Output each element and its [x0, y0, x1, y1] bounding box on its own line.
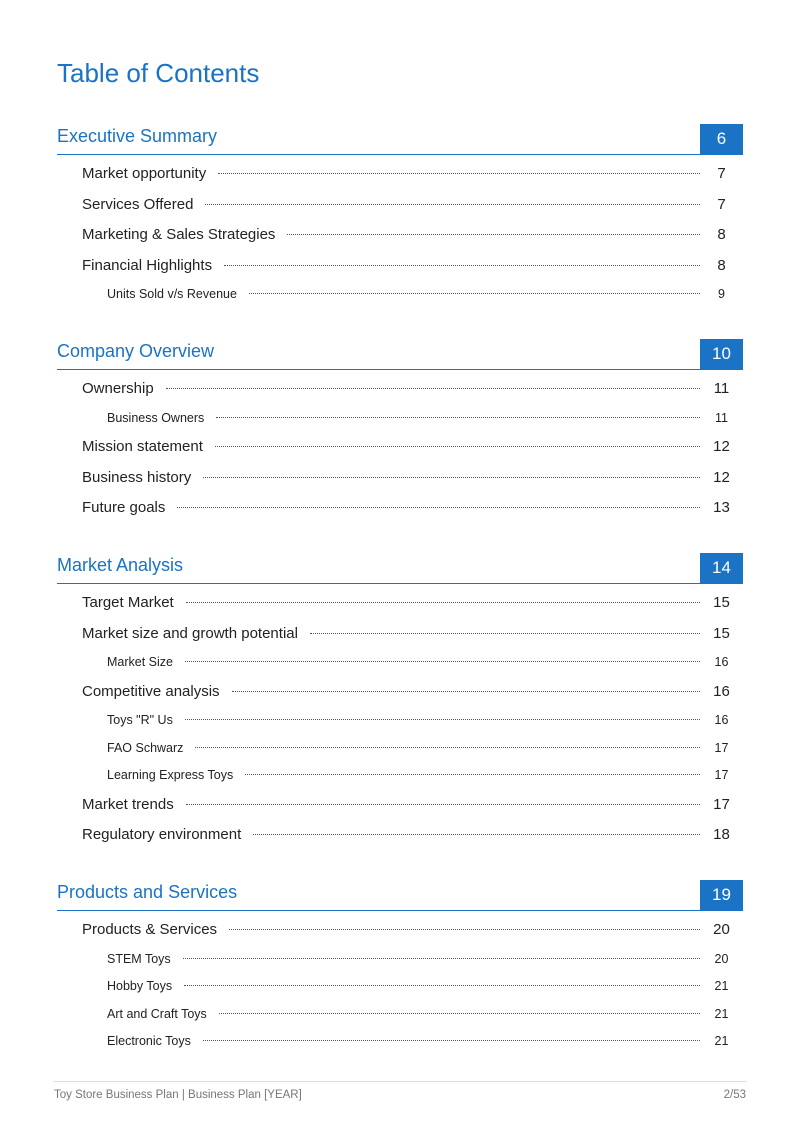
- entry-label: Electronic Toys: [107, 1034, 191, 1049]
- entry-page-number: 8: [717, 226, 726, 244]
- entry-page-number: 20: [713, 921, 730, 938]
- entry-label: Ownership: [82, 380, 154, 397]
- entry-label: FAO Schwarz: [107, 740, 184, 755]
- entry-page-number: 8: [717, 256, 726, 274]
- toc-entry[interactable]: [57, 196, 743, 227]
- entry-label: Market size and growth potential: [82, 624, 298, 642]
- toc-subentry[interactable]: [57, 1034, 743, 1062]
- entry-page-number: 20: [714, 951, 729, 966]
- entry-page-number: 21: [714, 1006, 729, 1021]
- entry-page-number: 21: [714, 1034, 729, 1049]
- entry-label: Products & Services: [82, 921, 218, 938]
- toc-entry[interactable]: [57, 257, 743, 288]
- section-heading[interactable]: [57, 339, 743, 370]
- entry-label: Units Sold v/s Revenue: [107, 287, 237, 302]
- toc-entry[interactable]: [57, 499, 743, 530]
- section-page-badge: 6: [700, 124, 743, 154]
- toc-entry[interactable]: [57, 683, 743, 714]
- entry-page-number: 16: [714, 655, 729, 670]
- entry-label: Marketing & Sales Strategies: [82, 226, 276, 244]
- dot-leader: [215, 446, 700, 447]
- entry-label: Regulatory environment: [82, 826, 242, 844]
- entry-page-number: 13: [713, 499, 730, 517]
- toc-subentry[interactable]: [57, 655, 743, 683]
- footer-document-title: Toy Store Business Plan | Business Plan [YEAR]: [54, 1089, 302, 1101]
- entry-label: Future goals: [82, 499, 166, 517]
- entry-label: Target Market: [82, 594, 174, 611]
- toc-section: [57, 124, 743, 315]
- entry-label: Market Size: [107, 655, 173, 670]
- dot-leader: [224, 265, 700, 266]
- toc-subentry[interactable]: [57, 713, 743, 741]
- entry-label: STEM Toys: [107, 951, 171, 966]
- dot-leader: [245, 774, 700, 775]
- toc-entry[interactable]: [57, 921, 743, 952]
- toc-entry[interactable]: [57, 226, 743, 257]
- dot-leader: [219, 1013, 700, 1014]
- toc-entry[interactable]: [57, 380, 743, 411]
- dot-leader: [205, 204, 700, 205]
- section-title: Company Overview: [57, 341, 215, 361]
- toc-entry[interactable]: [57, 469, 743, 500]
- entry-label: Business history: [82, 468, 192, 486]
- entry-page-number: 21: [714, 979, 729, 994]
- dot-leader: [253, 834, 700, 835]
- entry-page-number: 12: [713, 468, 730, 486]
- dot-leader: [185, 719, 700, 720]
- entry-label: Market opportunity: [82, 165, 207, 182]
- toc-subentry[interactable]: [57, 741, 743, 769]
- toc-subentry[interactable]: [57, 411, 743, 439]
- page-title: Table of Contents: [57, 58, 260, 88]
- entry-page-number: 15: [713, 594, 730, 611]
- section-title: Executive Summary: [57, 126, 218, 146]
- toc-entry[interactable]: [57, 625, 743, 656]
- section-entries: [57, 594, 743, 857]
- entry-label: Art and Craft Toys: [107, 1006, 207, 1021]
- entry-page-number: 7: [717, 195, 726, 213]
- entry-label: Financial Highlights: [82, 256, 213, 274]
- section-title: Products and Services: [57, 882, 238, 902]
- dot-leader: [186, 602, 700, 603]
- dot-leader: [287, 234, 700, 235]
- entry-page-number: 11: [715, 410, 728, 425]
- dot-leader: [232, 691, 700, 692]
- section-page-badge: 19: [700, 880, 743, 910]
- toc-section: [57, 553, 743, 857]
- dot-leader: [195, 747, 700, 748]
- toc-entry[interactable]: [57, 594, 743, 625]
- entry-label: Business Owners: [107, 410, 205, 425]
- section-page-badge: 14: [700, 553, 743, 583]
- toc-entry[interactable]: [57, 438, 743, 469]
- section-entries: [57, 165, 743, 315]
- section-heading[interactable]: [57, 880, 743, 911]
- section-title: Market Analysis: [57, 555, 184, 575]
- entry-page-number: 17: [714, 768, 729, 783]
- dot-leader: [185, 661, 700, 662]
- toc-subentry[interactable]: [57, 952, 743, 980]
- entry-page-number: 18: [713, 826, 730, 844]
- dot-leader: [177, 507, 700, 508]
- dot-leader: [249, 293, 700, 294]
- dot-leader: [166, 388, 700, 389]
- entry-page-number: 11: [713, 380, 730, 397]
- entry-page-number: 7: [717, 165, 726, 182]
- toc-subentry[interactable]: [57, 768, 743, 796]
- dot-leader: [216, 417, 700, 418]
- entry-label: Market trends: [82, 795, 174, 813]
- footer-page-number: 2/53: [723, 1089, 746, 1101]
- toc-subentry[interactable]: [57, 979, 743, 1007]
- toc-subentry[interactable]: [57, 287, 743, 315]
- section-entries: [57, 380, 743, 530]
- toc-section: [57, 339, 743, 530]
- section-heading[interactable]: [57, 124, 743, 155]
- entry-label: Mission statement: [82, 438, 203, 456]
- dot-leader: [203, 1040, 700, 1041]
- dot-leader: [229, 929, 700, 930]
- section-entries: [57, 921, 743, 1062]
- entry-page-number: 16: [714, 713, 729, 728]
- toc-entry[interactable]: [57, 826, 743, 857]
- dot-leader: [184, 985, 700, 986]
- toc-entry[interactable]: [57, 165, 743, 196]
- page-footer: [54, 1081, 746, 1101]
- entry-label: Competitive analysis: [82, 682, 220, 700]
- section-page-badge: 10: [700, 339, 743, 369]
- entry-page-number: 15: [713, 624, 730, 642]
- dot-leader: [310, 633, 700, 634]
- toc-section: [57, 880, 743, 1062]
- dot-leader: [218, 173, 700, 174]
- section-heading[interactable]: [57, 553, 743, 584]
- toc-entry[interactable]: [57, 796, 743, 827]
- entry-page-number: 17: [713, 795, 730, 813]
- entry-page-number: 17: [714, 740, 729, 755]
- dot-leader: [203, 477, 700, 478]
- entry-label: Learning Express Toys: [107, 768, 234, 783]
- entry-label: Services Offered: [82, 195, 194, 213]
- entry-page-number: 9: [718, 287, 725, 302]
- entry-label: Toys "R" Us: [107, 713, 173, 728]
- dot-leader: [183, 958, 700, 959]
- toc-subentry[interactable]: [57, 1007, 743, 1035]
- entry-label: Hobby Toys: [107, 979, 173, 994]
- dot-leader: [186, 804, 700, 805]
- entry-page-number: 16: [713, 682, 730, 700]
- entry-page-number: 12: [713, 438, 730, 456]
